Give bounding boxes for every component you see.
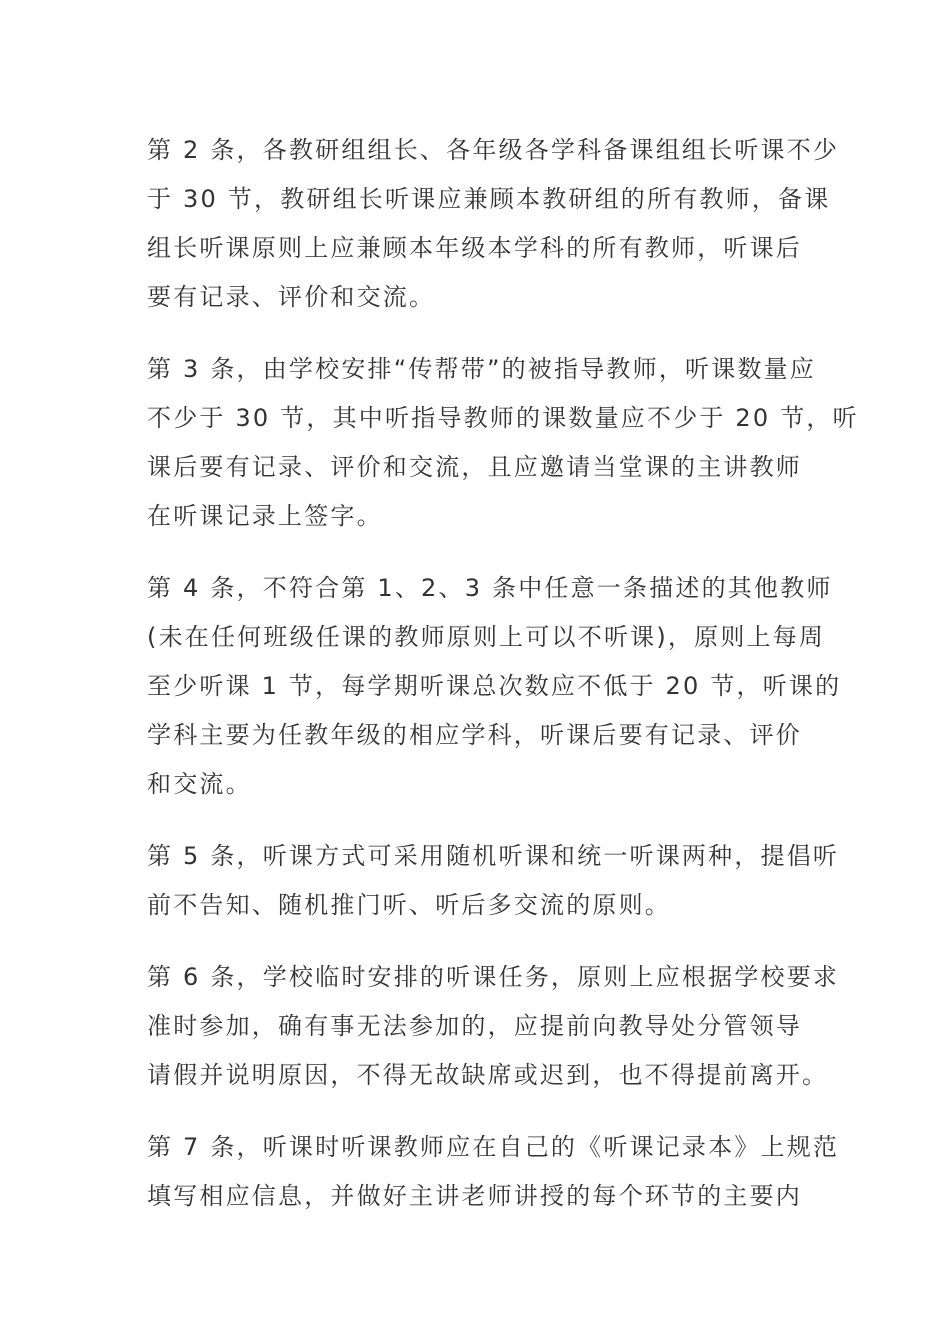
article-4-paragraph [147, 564, 842, 809]
text-line: 和交流。 [147, 770, 252, 798]
article-6-paragraph [147, 953, 840, 1100]
text-line: 前不告知、随机推门听、听后多交流的原则。 [147, 891, 671, 919]
article-7-paragraph [147, 1123, 840, 1221]
document-body [147, 126, 859, 1244]
text-line: 第 4 条，不符合第 1、2、3 条中任意一条描述的其他教师 [147, 574, 833, 602]
article-2-paragraph [147, 126, 840, 322]
text-line: 请假并说明原因，不得无故缺席或迟到，也不得提前离开。 [147, 1061, 829, 1089]
text-line: (未在任何班级任课的教师原则上可以不听课)，原则上每周 [147, 623, 826, 651]
text-line: 填写相应信息，并做好主讲老师讲授的每个环节的主要内 [147, 1182, 802, 1210]
article-5-paragraph [147, 832, 840, 930]
text-line: 于 30 节，教研组长听课应兼顾本教研组的所有教师，备课 [147, 185, 831, 213]
text-line: 第 5 条，听课方式可采用随机听课和统一听课两种，提倡听 [147, 842, 840, 870]
text-line: 第 3 条，由学校安排“传帮带”的被指导教师，听课数量应 [147, 355, 816, 383]
text-line: 第 7 条，听课时听课教师应在自己的《听课记录本》上规范 [147, 1133, 840, 1161]
text-line: 要有记录、评价和交流。 [147, 283, 436, 311]
text-line: 组长听课原则上应兼顾本年级本学科的所有教师，听课后 [147, 234, 802, 262]
text-line: 在听课记录上签字。 [147, 502, 383, 530]
text-line: 不少于 30 节，其中听指导教师的课数量应不少于 20 节，听 [147, 404, 859, 432]
text-line: 学科主要为任教年级的相应学科，听课后要有记录、评价 [147, 721, 802, 749]
article-3-paragraph [147, 345, 859, 541]
text-line: 至少听课 1 节，每学期听课总次数应不低于 20 节，听课的 [147, 672, 842, 700]
text-line: 课后要有记录、评价和交流，且应邀请当堂课的主讲教师 [147, 453, 802, 481]
text-line: 第 6 条，学校临时安排的听课任务，原则上应根据学校要求 [147, 963, 840, 991]
text-line: 准时参加，确有事无法参加的，应提前向教导处分管领导 [147, 1012, 802, 1040]
text-line: 第 2 条，各教研组组长、各年级各学科备课组组长听课不少 [147, 136, 840, 164]
